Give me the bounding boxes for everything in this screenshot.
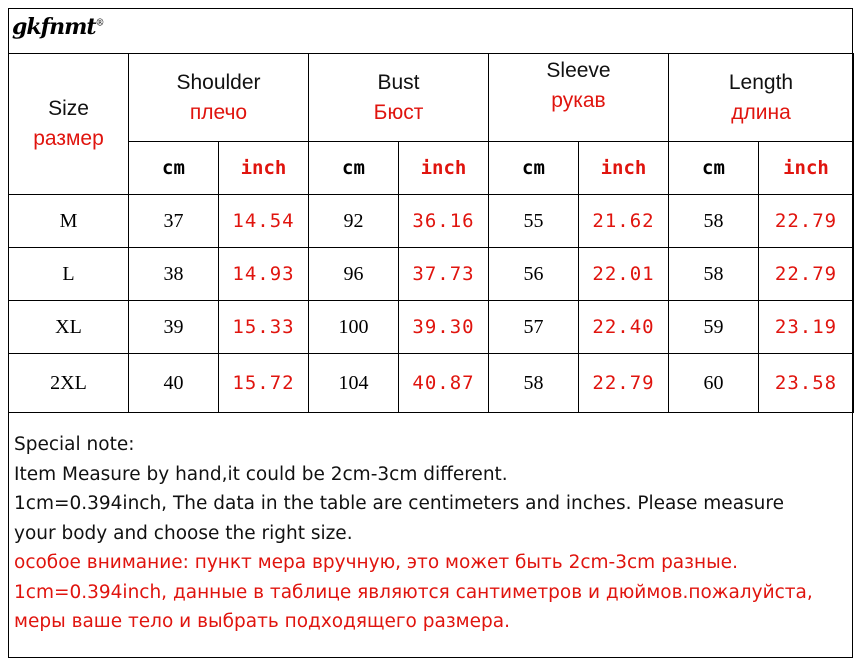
size-header: [9, 54, 129, 195]
sleeve-inch: 22.79: [579, 354, 669, 413]
note-line: Special note:: [14, 434, 135, 455]
table-row-xl: [9, 301, 854, 354]
bust-inch: 40.87: [399, 354, 489, 413]
unit-cm: cm: [489, 142, 579, 195]
col-header-en: Sleeve: [546, 59, 611, 82]
col-header-ru: длина: [731, 100, 791, 124]
col-header-length: [669, 54, 854, 142]
unit-cm: cm: [669, 142, 759, 195]
size-label: L: [9, 248, 129, 301]
shoulder-cm: 37: [129, 195, 219, 248]
bust-cm: 96: [309, 248, 399, 301]
col-header-bust: [309, 54, 489, 142]
sleeve-cm: 56: [489, 248, 579, 301]
special-note: [14, 430, 846, 637]
col-header-ru: рукав: [551, 89, 606, 112]
shoulder-inch: 15.72: [219, 354, 309, 413]
size-label: XL: [9, 301, 129, 354]
unit-inch: inch: [219, 142, 309, 195]
units-row: [9, 142, 854, 195]
bust-inch: 37.73: [399, 248, 489, 301]
unit-cm: cm: [129, 142, 219, 195]
col-header-en: Length: [728, 70, 794, 94]
table-row-l: [9, 248, 854, 301]
note-line-ru: меры ваше тело и выбрать подходящего размера.: [14, 611, 510, 632]
table-row-m: [9, 195, 854, 248]
unit-inch: inch: [759, 142, 854, 195]
sleeve-cm: 55: [489, 195, 579, 248]
note-line: 1cm=0.394inch, The data in the table are centimeters and inches. Please measure: [14, 493, 784, 514]
sleeve-inch: 22.01: [579, 248, 669, 301]
shoulder-inch: 14.93: [219, 248, 309, 301]
brand-name: gkfnmt: [12, 14, 96, 40]
shoulder-inch: 15.33: [219, 301, 309, 354]
unit-inch: inch: [579, 142, 669, 195]
length-inch: 22.79: [759, 195, 854, 248]
unit-cm: cm: [309, 142, 399, 195]
size-label: M: [9, 195, 129, 248]
length-cm: 60: [669, 354, 759, 413]
length-inch: 23.19: [759, 301, 854, 354]
note-line-ru: 1cm=0.394inch, данные в таблице являются сантиметров и дюймов.пожалуйста,: [14, 581, 813, 603]
unit-inch: inch: [399, 142, 489, 195]
size-label: 2XL: [9, 354, 129, 413]
bust-cm: 92: [309, 195, 399, 248]
length-cm: 58: [669, 195, 759, 248]
shoulder-cm: 40: [129, 354, 219, 413]
shoulder-cm: 39: [129, 301, 219, 354]
sleeve-inch: 21.62: [579, 195, 669, 248]
col-header-ru: Бюст: [373, 100, 424, 124]
brand-logo: [12, 14, 104, 40]
registered-mark: ®: [95, 18, 104, 29]
bust-cm: 104: [309, 354, 399, 413]
bust-inch: 39.30: [399, 301, 489, 354]
sleeve-inch: 22.40: [579, 301, 669, 354]
length-cm: 59: [669, 301, 759, 354]
size-header-ru: размер: [33, 127, 104, 150]
note-line-ru: особое внимание: пункт мера вручную, это может быть 2cm-3cm разные.: [14, 552, 738, 573]
col-header-sleeve: [489, 54, 669, 142]
col-header-shoulder: [129, 54, 309, 142]
shoulder-inch: 14.54: [219, 195, 309, 248]
col-header-ru: плечо: [189, 100, 248, 124]
note-line: Item Measure by hand,it could be 2cm-3cm different.: [14, 463, 508, 485]
note-line: your body and choose the right size.: [14, 522, 353, 544]
size-table: [8, 53, 854, 413]
size-header-en: Size: [48, 97, 89, 120]
bust-cm: 100: [309, 301, 399, 354]
sleeve-cm: 58: [489, 354, 579, 413]
shoulder-cm: 38: [129, 248, 219, 301]
col-header-en: Bust: [377, 70, 420, 94]
length-inch: 22.79: [759, 248, 854, 301]
sleeve-cm: 57: [489, 301, 579, 354]
length-inch: 23.58: [759, 354, 854, 413]
bust-inch: 36.16: [399, 195, 489, 248]
table-row-2xl: [9, 354, 854, 413]
length-cm: 58: [669, 248, 759, 301]
col-header-en: Shoulder: [176, 70, 261, 94]
